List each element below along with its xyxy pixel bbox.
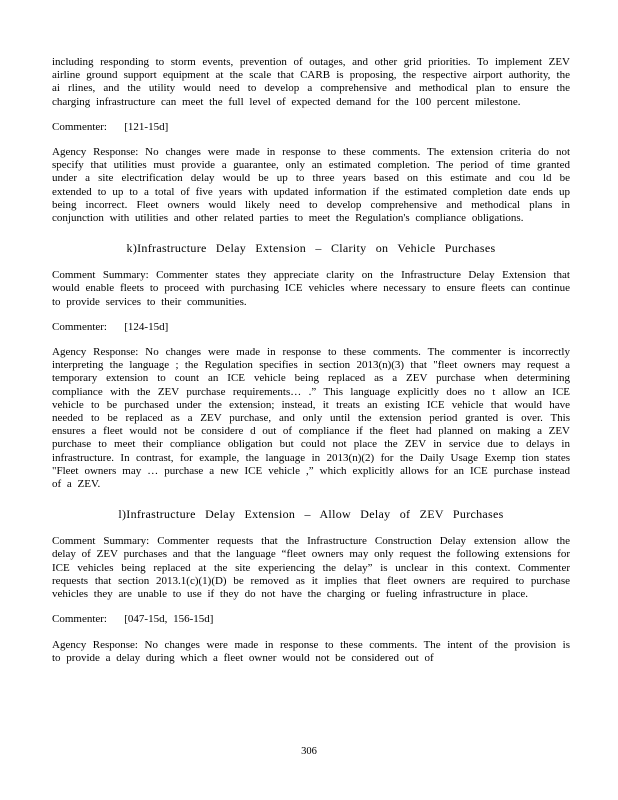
agency-response-paragraph: Agency Response: No changes were made in response to these comments. The commenter is incorrectly interpreting the language ; the Regulation specifies in section 2013(n)(3) that "fleet owners may request a temporary extension to count an ICE vehicle being replaced as a ZEV purchase when determining compliance with the ZEV purchase requirements… .” This language explicitly does no t allow an ICE vehicle to be purchased under the extension; instead, it treats an existing ICE vehicle that would have needed to be replaced as a ZEV purchase, and only until the extension period granted is over. This ensures a fleet would not be considere d out of compliance if the fleet had planned on making a ZEV purchase to meet their compliance obligation but could not place the ZEV in service due to delays in infrastructure. In contrast, for example, the language in 2013(n)(2) for the Daily Usage Exemp tion states "Fleet owners may … purchase a new ICE vehicle ,” which explicitly allows for an ICE purchase instead of a ZEV. [52, 346, 570, 491]
commenter-line: Commenter: [124-15d] [52, 320, 169, 333]
section-heading-l: l)Infrastructure Delay Extension – Allow Delay of ZEV Purchases [118, 507, 504, 522]
commenter-line: Commenter: [121-15d] [52, 120, 169, 133]
comment-summary-paragraph: Comment Summary: Commenter requests that the Infrastructure Construction Delay extension allow the delay of ZEV purchases and that the language “fleet owners may only request the following extensions for ICE vehicles being replaced at the site experiencing the delay” is unclear in this context. Commenter requests that section 2013.1(c)(1)(D) be removed as it implies that fleet owners are required to purchase vehicles they are unable to use if they do not have the charging or fueling infrastructure in place. [52, 535, 570, 601]
agency-response-paragraph: Agency Response: No changes were made in response to these comments. The intent of the provision is to provide a delay during which a fleet owner would not be considered out of [52, 638, 570, 664]
section-heading-k: k)Infrastructure Delay Extension – Clarity on Vehicle Purchases [126, 241, 496, 256]
comment-summary-paragraph: Comment Summary: Commenter states they appreciate clarity on the Infrastructure Delay Extension that would enable fleets to proceed with purchasing ICE vehicles where necessary to ensure fleets can continue to provide services to their communities. [52, 269, 570, 308]
body-paragraph: including responding to storm events, prevention of outages, and other grid priorities. To implement ZEV airline ground support equipment at the scale that CARB is proposing, the respective airport authority, the ai rlines, and the utility would need to develop a comprehensive and methodical plan to ensure the charging infrastructure can meet the full level of expected demand for the 100 percent milestone. [52, 56, 570, 108]
agency-response-paragraph: Agency Response: No changes were made in response to these comments. The extension criteria do not specify that utilities must provide a guarantee, only an estimated completion. The period of time granted under a site electrification delay would be up to three years based on this estimate and cou ld be extended to up to a total of five years with updated information if the estimated completion date ends up being incorrect. Fleet owners would likely need to develop comprehensive and methodical plans in conjunction with utilities and other related parties to meet the Regulation's compliance obligations. [52, 146, 570, 225]
commenter-line: Commenter: [047-15d, 156-15d] [52, 613, 214, 626]
page-number: 306 [301, 746, 317, 757]
